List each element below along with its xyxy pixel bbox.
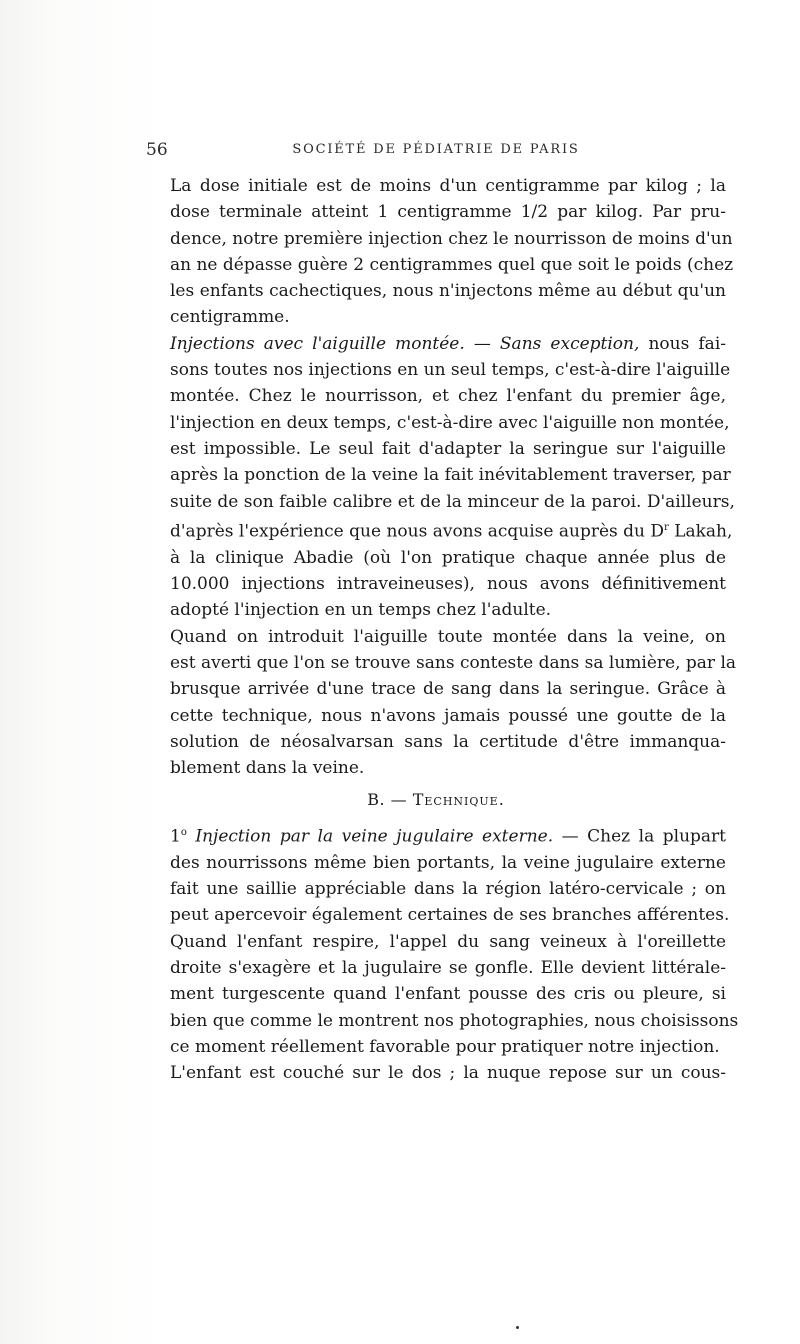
text-line <box>146 331 726 357</box>
text-line: centigramme. <box>170 307 290 328</box>
text-line: an ne dépasse guère 2 centigrammes quel que soit le poids (chez <box>170 254 734 275</box>
running-title: SOCIÉTÉ DE PÉDIATRIE DE PARIS <box>292 142 580 157</box>
text-line: peut apercevoir également certaines de ses branches afférentes. <box>170 905 730 926</box>
paragraph-breathing <box>146 929 739 1060</box>
text-line: dose terminale atteint 1 centigramme 1/2 par kilog. Par pru- <box>170 202 726 223</box>
paragraph-injections <box>146 331 735 624</box>
section-heading <box>146 787 726 813</box>
text-line: montée. Chez le nourrisson, et chez l'enfant du premier âge, <box>170 386 726 407</box>
text-line: des nourrissons même bien portants, la veine jugulaire externe <box>170 852 726 873</box>
text-line: sons toutes nos injections en un seul temps, c'est-à-dire l'aiguille <box>170 360 731 381</box>
paragraph-technique-benefit <box>146 624 737 782</box>
superscript: o <box>180 826 187 838</box>
section-title: Technique. <box>412 790 505 810</box>
text-line: Quand l'enfant respire, l'appel du sang veineux à l'oreillette <box>170 931 726 952</box>
text-line: solution de néosalvarsan sans la certitude d'être immanqua- <box>170 731 726 752</box>
paragraph-jugular <box>146 820 730 929</box>
text-line: La dose initiale est de moins d'un centigramme par kilog ; la <box>170 176 726 196</box>
text-line: l'injection en deux temps, c'est-à-dire avec l'aiguille non montée, <box>170 412 730 433</box>
superscript: r <box>664 521 669 533</box>
text-line: cette technique, nous n'avons jamais poussé une goutte de la <box>170 705 726 726</box>
page-header <box>146 140 726 164</box>
text-line <box>146 820 726 850</box>
text-line: bien que comme le montrent nos photographies, nous choisissons <box>170 1010 739 1031</box>
text-line: blement dans la veine. <box>170 758 365 779</box>
italic-lead: Injections avec l'aiguille montée. <box>170 333 465 354</box>
text-line: à la clinique Abadie (où l'on pratique chaque année plus de <box>170 547 726 568</box>
text-line: Quand on introduit l'aiguille toute montée dans la veine, on <box>170 626 726 647</box>
text-line: dence, notre première injection chez le nourrisson de moins d'un <box>170 228 733 249</box>
text-line: L'enfant est couché sur le dos ; la nuque repose sur un cous- <box>170 1063 726 1084</box>
paragraph-position <box>146 1060 726 1086</box>
text-line: après la ponction de la veine la fait inévitablement traverser, par <box>170 465 731 486</box>
text-line: adopté l'injection en un temps chez l'adulte. <box>170 600 552 621</box>
body-text <box>146 173 739 1086</box>
text-fragment: — Chez la plupart <box>553 826 727 847</box>
text-line: ment turgescente quand l'enfant pousse des cris ou pleure, si <box>170 984 726 1005</box>
print-speck <box>516 1326 519 1329</box>
text-line: suite de son faible calibre et de la minceur de la paroi. D'ailleurs, <box>170 491 735 512</box>
text-fragment: nous fai- <box>639 333 727 354</box>
italic-lead-2: Sans exception, <box>499 333 640 354</box>
page-number: 56 <box>146 140 168 160</box>
text-fragment: d'après l'expérience que nous avons acquise auprès du D <box>170 521 665 542</box>
text-line: 10.000 injections intraveineuses), nous avons définitivement <box>170 574 726 595</box>
text-line <box>146 515 733 545</box>
text-line: est impossible. Le seul fait d'adapter la seringue sur l'aiguille <box>170 438 726 459</box>
paragraph-dose <box>146 173 734 331</box>
text-line: est averti que l'on se trouve sans conteste dans sa lumière, par la <box>170 653 737 673</box>
text-line: ce moment réellement favorable pour pratiquer notre injection. <box>170 1036 720 1057</box>
text-fragment: Lakah, <box>668 521 733 542</box>
text-line: droite s'exagère et la jugulaire se gonfle. Elle devient littérale- <box>170 957 726 978</box>
text-line: fait une saillie appréciable dans la région latéro-cervicale ; on <box>170 879 726 900</box>
item-number: 1 <box>170 826 181 847</box>
dash: — <box>464 333 500 354</box>
text-line: brusque arrivée d'une trace de sang dans la seringue. Grâce à <box>170 679 726 700</box>
section-letter: B. — <box>367 790 413 810</box>
text-line: les enfants cachectiques, nous n'injectons même au début qu'un <box>170 281 726 302</box>
italic-lead: Injection par la veine jugulaire externe. <box>186 826 554 847</box>
